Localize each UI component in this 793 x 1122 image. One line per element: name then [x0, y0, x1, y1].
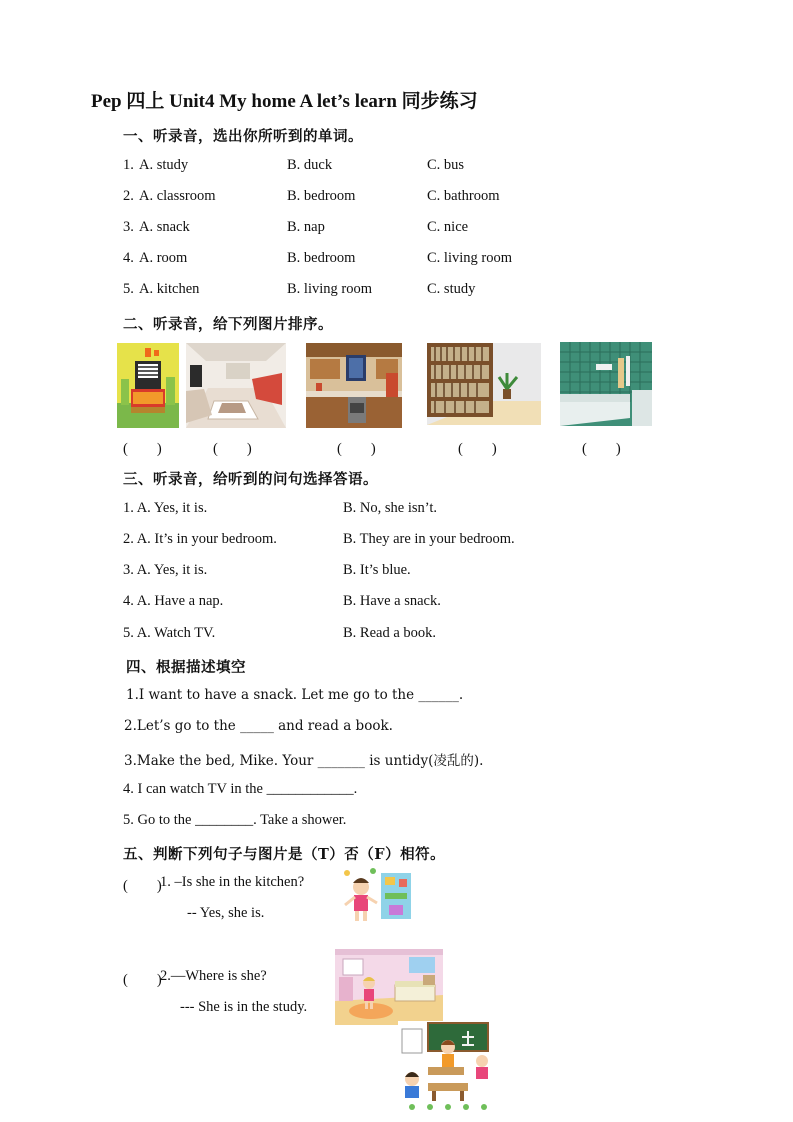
s1-row3-a: A. snack [139, 219, 190, 235]
s1-row5-a: A. kitchen [139, 281, 200, 297]
s1-row1-a: A. study [139, 157, 189, 173]
s4-line2: 2.Let’s go to the _____ and read a book. [124, 718, 393, 734]
s1-row2-a: A. classroom [139, 188, 216, 204]
q1-blank[interactable]: ( ) [123, 878, 162, 894]
s3-row1-b: B. No, she isn’t. [343, 500, 437, 516]
s1-row4-c: C. living room [427, 250, 512, 266]
s3-row4-a: 4. A. Have a nap. [123, 593, 224, 609]
s1-row2-b: B. bedroom [287, 188, 356, 204]
s3-row5-b: B. Read a book. [343, 625, 437, 641]
s1-row4-num: 4. [123, 250, 134, 266]
picture5-blank[interactable]: ( ) [582, 441, 621, 457]
bedroom-girl-picture [335, 949, 443, 1025]
bedroom-picture [117, 343, 179, 428]
s1-row1-b: B. duck [287, 157, 333, 173]
s4-line1: 1.I want to have a snack. Let me go to the ______. [126, 687, 464, 703]
living-room-picture [186, 343, 286, 428]
s3-row2-b: B. They are in your bedroom. [343, 531, 515, 547]
s4-line4: 4. I can watch TV in the ____________. [123, 781, 358, 797]
s1-row3-num: 3. [123, 219, 134, 235]
s3-row3-a: 3. A. Yes, it is. [123, 562, 208, 578]
s1-row5-num: 5. [123, 281, 134, 297]
q2-blank[interactable]: ( ) [123, 972, 162, 988]
section1-heading: 一、听录音，选出你所听到的单词。 [123, 128, 363, 145]
s1-row5-c: C. study [427, 281, 476, 297]
s3-row1-a: 1. A. Yes, it is. [123, 500, 208, 516]
s1-row3-b: B. nap [287, 219, 325, 235]
s3-row2-a: 2. A. It’s in your bedroom. [123, 531, 277, 547]
bathroom-picture [560, 342, 652, 426]
classroom-picture [398, 1021, 498, 1116]
picture1-blank[interactable]: ( ) [123, 441, 162, 457]
q2-answer: --- She is in the study. [180, 999, 308, 1015]
s1-row4-a: A. room [139, 250, 188, 266]
s1-row1-num: 1. [123, 157, 134, 173]
s1-row1-c: C. bus [427, 157, 465, 173]
s3-row5-a: 5. A. Watch TV. [123, 625, 216, 641]
q1-question: 1. –Is she in the kitchen? [160, 874, 305, 890]
s4-line3: 3.Make the bed, Mike. Your _______ is untidy(凌乱的). [124, 753, 484, 769]
section5-heading: 五、判断下列句子与图片是（T）否（F）相符。 [123, 846, 446, 863]
page-title: Pep 四上 Unit4 My home A let’s learn 同步练习 [91, 91, 478, 112]
s1-row4-b: B. bedroom [287, 250, 356, 266]
picture2-blank[interactable]: ( ) [213, 441, 252, 457]
s1-row2-c: C. bathroom [427, 188, 500, 204]
section3-heading: 三、听录音，给听到的问句选择答语。 [123, 471, 378, 488]
kitchen-girl-picture [341, 867, 416, 923]
s3-row3-b: B. It’s blue. [343, 562, 411, 578]
section2-heading: 二、听录音，给下列图片排序。 [123, 316, 333, 333]
s3-row4-b: B. Have a snack. [343, 593, 441, 609]
kitchen-picture [306, 343, 402, 428]
picture3-blank[interactable]: ( ) [337, 441, 376, 457]
study-picture [427, 343, 541, 425]
q1-answer: -- Yes, she is. [187, 905, 265, 921]
s1-row2-num: 2. [123, 188, 134, 204]
s4-line5: 5. Go to the ________. Take a shower. [123, 812, 347, 828]
picture4-blank[interactable]: ( ) [458, 441, 497, 457]
s1-row5-b: B. living room [287, 281, 372, 297]
q2-question: 2.—Where is she? [160, 968, 267, 984]
s1-row3-c: C. nice [427, 219, 469, 235]
section4-heading: 四、根据描述填空 [126, 659, 246, 676]
